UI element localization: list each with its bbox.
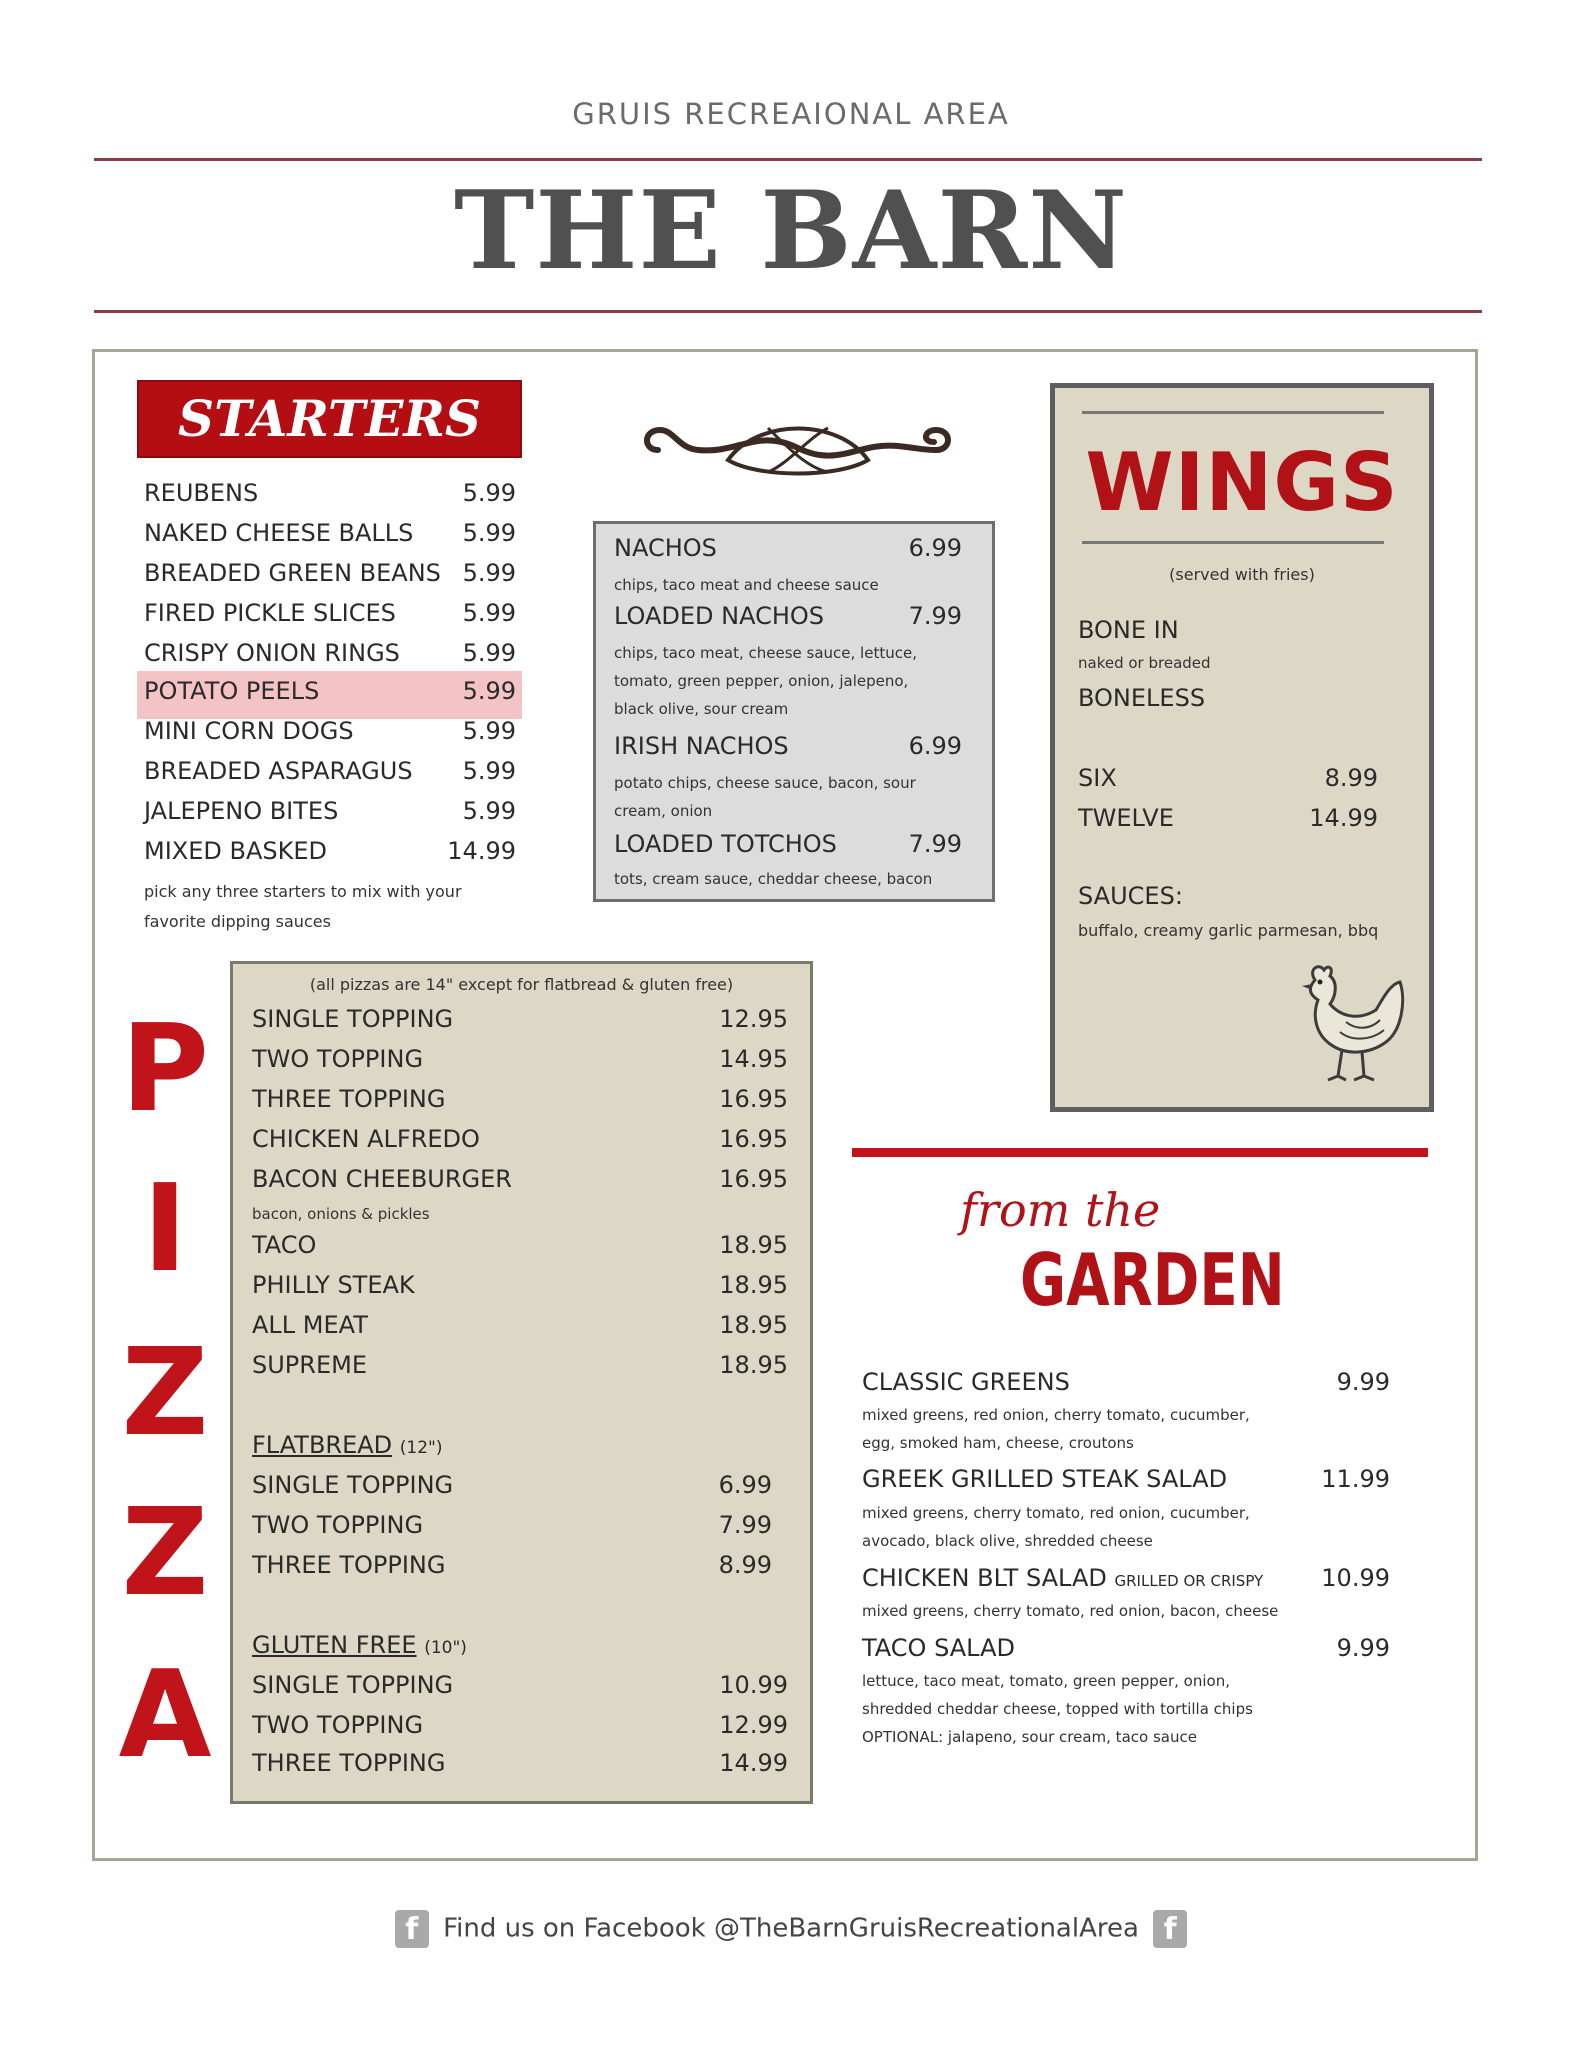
- facebook-icon[interactable]: f: [1153, 1910, 1187, 1948]
- wings-sauces-label: SAUCES:: [1078, 882, 1183, 910]
- starters-note: favorite dipping sauces: [144, 912, 331, 931]
- pizza-list: SINGLE TOPPING 12.95 TWO TOPPING 14.95 THREE TOPPING 16.95 CHICKEN ALFREDO 16.95 BACON CHEEBURGER 16.95 bacon, onions & pickles TACO 18.95 PHILLY STEAK 18.95 ALL MEAT 18.95 SUPREME 18.95 FLATBREAD (12") SINGLE TOPPING 6.99 TWO TOPPING 7.99 THREE TOPPING 8.99 GLUTEN FREE (10") SINGLE TOPPING 10.99 TWO TOPPING 12.99 THREE TOPPING 14.99: [252, 1005, 788, 1777]
- flatbread-heading: FLATBREAD (12"): [252, 1431, 443, 1459]
- starters-heading: STARTERS: [137, 380, 522, 458]
- wings-bone-in: BONE IN: [1078, 616, 1179, 644]
- footer-text[interactable]: Find us on Facebook @TheBarnGruisRecreationalArea: [443, 1913, 1139, 1944]
- item-desc: tots, cream sauce, cheddar cheese, bacon: [614, 870, 933, 888]
- page-title: THE BARN: [454, 168, 1128, 294]
- pizza-size-note: (all pizzas are 14" except for flatbread & gluten free): [309, 975, 734, 994]
- wings-served-note: (served with fries): [1169, 565, 1315, 584]
- chicken-icon: [1290, 960, 1410, 1090]
- item-desc: chips, taco meat, cheese sauce, lettuce,: [614, 644, 917, 662]
- wings-top-rule: [1082, 411, 1384, 414]
- item-desc: chips, taco meat and cheese sauce: [614, 576, 879, 594]
- wings-bottom-rule: [1082, 541, 1384, 544]
- wings-boneless: BONELESS: [1078, 684, 1206, 712]
- item-desc: potato chips, cheese sauce, bacon, sour: [614, 774, 916, 792]
- starters-list: REUBENS 5.99 NAKED CHEESE BALLS 5.99 BREADED GREEN BEANS 5.99 FIRED PICKLE SLICES 5.99 CRISPY ONION RINGS 5.99 POTATO PEELS 5.99 MINI CORN DOGS 5.99 BREADED ASPARAGUS 5.99 JALEPENO BITES 5.99 MIXED BASKED 14.99: [144, 479, 516, 865]
- starters-note: pick any three starters to mix with your: [144, 882, 462, 901]
- header-subtitle: GRUIS RECREAIONAL AREA: [572, 97, 1010, 131]
- wings-bone-in-note: naked or breaded: [1078, 654, 1211, 672]
- item-desc: OPTIONAL: jalapeno, sour cream, taco sauce: [862, 1728, 1197, 1746]
- garden-rule: [852, 1148, 1428, 1157]
- garden-list: CLASSIC GREENS 9.99 mixed greens, red onion, cherry tomato, cucumber, egg, smoked ham, cheese, croutons GREEK GRILLED STEAK SALAD 11.99 mixed greens, cherry tomato, red onion, cucumber, avocado, black olive, shredded cheese CHICKEN BLT SALAD GRILLED OR CRISPY 10.99 mixed greens, cherry tomato, red onion, bacon, cheese TACO SALAD 9.99 lettuce, taco meat, tomato, green pepper, onion, shredded cheddar cheese, topped with tortilla chips OPTIONAL: jalapeno, sour cream, taco sauce: [862, 1366, 1414, 1766]
- item-desc: egg, smoked ham, cheese, croutons: [862, 1434, 1134, 1452]
- item-desc: bacon, onions & pickles: [252, 1205, 430, 1223]
- item-desc: black olive, sour cream: [614, 700, 789, 718]
- item-desc: avocado, black olive, shredded cheese: [862, 1532, 1153, 1550]
- item-desc: mixed greens, cherry tomato, red onion, cucumber,: [862, 1504, 1250, 1522]
- header-bottom-rule: [94, 310, 1482, 313]
- item-desc: mixed greens, red onion, cherry tomato, cucumber,: [862, 1406, 1250, 1424]
- garden-heading: GARDEN: [1020, 1238, 1285, 1322]
- item-desc: lettuce, taco meat, tomato, green pepper, onion,: [862, 1672, 1230, 1690]
- wings-sauces: buffalo, creamy garlic parmesan, bbq: [1078, 921, 1379, 940]
- item-desc: cream, onion: [614, 802, 713, 820]
- facebook-icon[interactable]: f: [395, 1910, 429, 1948]
- pizza-letter: A: [118, 1646, 212, 1785]
- pizza-letter: Z: [121, 1484, 209, 1623]
- pizza-letter: I: [142, 1160, 188, 1299]
- flourish-ornament-icon: [638, 408, 958, 488]
- header-top-rule: [94, 158, 1482, 161]
- gluten-free-heading: GLUTEN FREE (10"): [252, 1631, 467, 1659]
- footer: [0, 1910, 1582, 1948]
- item-desc: tomato, green pepper, onion, jalepeno,: [614, 672, 909, 690]
- item-desc: shredded cheddar cheese, topped with tortilla chips: [862, 1700, 1253, 1718]
- wings-heading: WINGS: [1085, 436, 1399, 529]
- pizza-letter: Z: [121, 1324, 209, 1463]
- pizza-letter: P: [121, 1000, 209, 1139]
- garden-from-the: from the: [960, 1183, 1161, 1237]
- item-desc: mixed greens, cherry tomato, red onion, bacon, cheese: [862, 1602, 1279, 1620]
